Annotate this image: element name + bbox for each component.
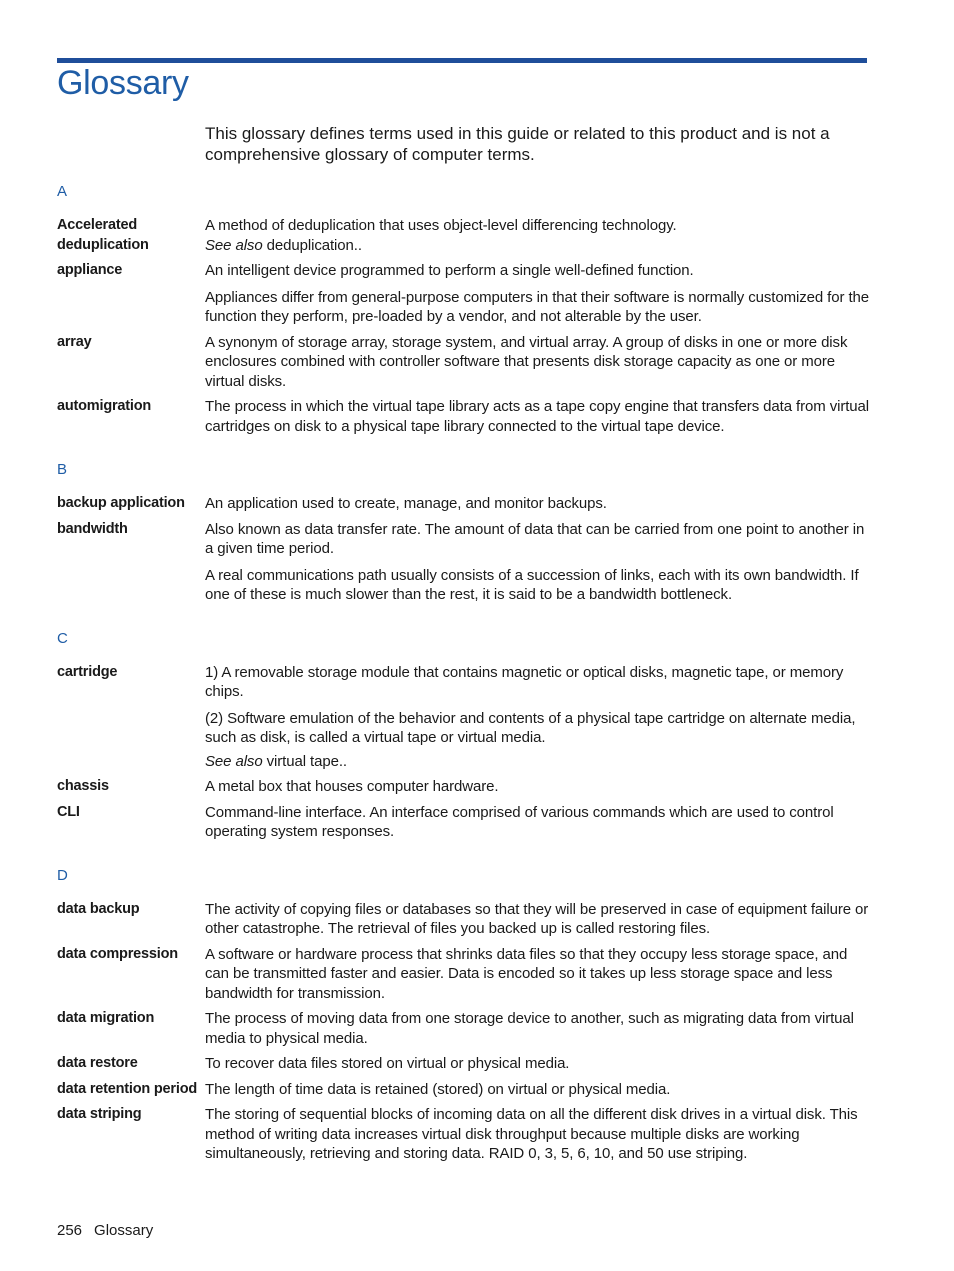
glossary-definition: The activity of copying files or databases so that they will be preserved in case of equipment failure or other catastrophe. The retrieval of files you backed up is called restoring files. [205, 900, 869, 937]
page-number: 256 [57, 1222, 83, 1239]
section-d [57, 866, 869, 1164]
glossary-entry [57, 397, 869, 436]
glossary-term: appliance [57, 262, 123, 278]
glossary-term: data restore [57, 1055, 138, 1071]
glossary-entry [57, 1009, 869, 1048]
glossary-entry [57, 1080, 869, 1100]
section-letter: C [57, 629, 68, 647]
glossary-entry [57, 900, 869, 939]
title-rule [57, 58, 867, 63]
glossary-term: data striping [57, 1106, 142, 1122]
glossary-term: bandwidth [57, 520, 128, 537]
see-also [205, 236, 869, 256]
glossary-definition: The process of moving data from one storage device to another, such as migrating data from virtual media to physical media. [205, 1010, 854, 1047]
glossary-term: data compression [57, 945, 178, 962]
section-letter: B [57, 461, 68, 478]
see-also-link[interactable]: virtual tape.. [262, 752, 347, 770]
glossary-entry [57, 520, 869, 605]
glossary-term: data backup [57, 900, 140, 917]
glossary-term: CLI [57, 803, 80, 820]
section-b [57, 460, 869, 605]
see-also-link[interactable]: deduplication.. [262, 236, 362, 254]
glossary-content [57, 182, 869, 1188]
section-letter: D [57, 866, 68, 884]
glossary-entry [57, 333, 869, 392]
glossary-entry [57, 663, 869, 772]
glossary-definition: A metal box that houses computer hardware. [205, 778, 499, 795]
glossary-term: array [57, 333, 92, 350]
glossary-definition: An intelligent device programmed to perform a single well-defined function. [205, 262, 694, 279]
glossary-definition: An application used to create, manage, and monitor backups. [205, 495, 607, 512]
glossary-entry [57, 1054, 869, 1074]
glossary-definition: 1) A removable storage module that contains magnetic or optical disks, magnetic tape, or memory chips. [205, 663, 844, 700]
glossary-definition: (2) Software emulation of the behavior and contents of a physical tape cartridge on alternate media, such as disk, is called a virtual tape or virtual media. [205, 709, 856, 746]
see-also-prefix: See also [205, 236, 263, 254]
glossary-entry [57, 1105, 869, 1164]
page-title: Glossary [57, 64, 189, 102]
glossary-intro: This glossary defines terms used in this guide or related to this product and is not a comprehensive glossary of computer terms. [205, 124, 830, 164]
glossary-definition: A software or hardware process that shrinks data files so that they occupy less storage space, and can be transmitted faster and easier. Data is encoded so it takes up less storage space and less bandwidth for transmission. [205, 945, 848, 1002]
see-also-prefix: See also [205, 752, 263, 770]
glossary-entry [57, 216, 869, 255]
glossary-entry [57, 945, 869, 1004]
page-footer [57, 1222, 165, 1239]
glossary-term: cartridge [57, 663, 118, 680]
glossary-entry [57, 494, 869, 514]
glossary-entry [57, 261, 869, 327]
glossary-definition: Command-line interface. An interface comprised of various commands which are used to control operating system responses. [205, 803, 834, 840]
glossary-definition: A method of deduplication that uses object-level differencing technology. [205, 217, 677, 234]
footer-section: Glossary [94, 1222, 154, 1239]
glossary-term: automigration [57, 398, 152, 414]
see-also [205, 752, 869, 772]
section-c [57, 629, 869, 842]
glossary-term: backup application [57, 495, 185, 511]
glossary-definition: Also known as data transfer rate. The amount of data that can be carried from one point to another in a given time period. [205, 520, 865, 557]
section-letter: A [57, 183, 68, 200]
glossary-entry [57, 777, 869, 797]
section-a [57, 182, 869, 436]
glossary-term: data retention period [57, 1080, 198, 1097]
glossary-term: chassis [57, 778, 109, 794]
glossary-definition: The storing of sequential blocks of incoming data on all the different disk drives in a virtual disk. This method of writing data increases virtual disk throughput because multiple disks are working simultaneously, retrieving and storing data. RAID 0, 3, 5, 6, 10, and 50 use striping. [205, 1106, 858, 1162]
glossary-definition: The process in which the virtual tape library acts as a tape copy engine that transfers data from virtual cartridges on disk to a physical tape library connected to the virtual tape device. [205, 398, 870, 435]
glossary-term: Accelerated deduplication [57, 217, 149, 253]
glossary-definition: A synonym of storage array, storage system, and virtual array. A group of disks in one or more disk enclosures combined with controller software that presents disk storage capacity as one or more virtual disks. [205, 333, 848, 390]
glossary-entry [57, 803, 869, 842]
glossary-term: data migration [57, 1010, 155, 1026]
glossary-definition: To recover data files stored on virtual or physical media. [205, 1055, 570, 1072]
glossary-definition: A real communications path usually consists of a succession of links, each with its own bandwidth. If one of these is much slower than the rest, it is said to be a bandwidth bottleneck. [205, 566, 859, 603]
glossary-definition: The length of time data is retained (stored) on virtual or physical media. [205, 1080, 671, 1098]
glossary-definition: Appliances differ from general-purpose computers in that their software is normally customized for the function they perform, pre-loaded by a vendor, and not alterable by the user. [205, 288, 870, 325]
